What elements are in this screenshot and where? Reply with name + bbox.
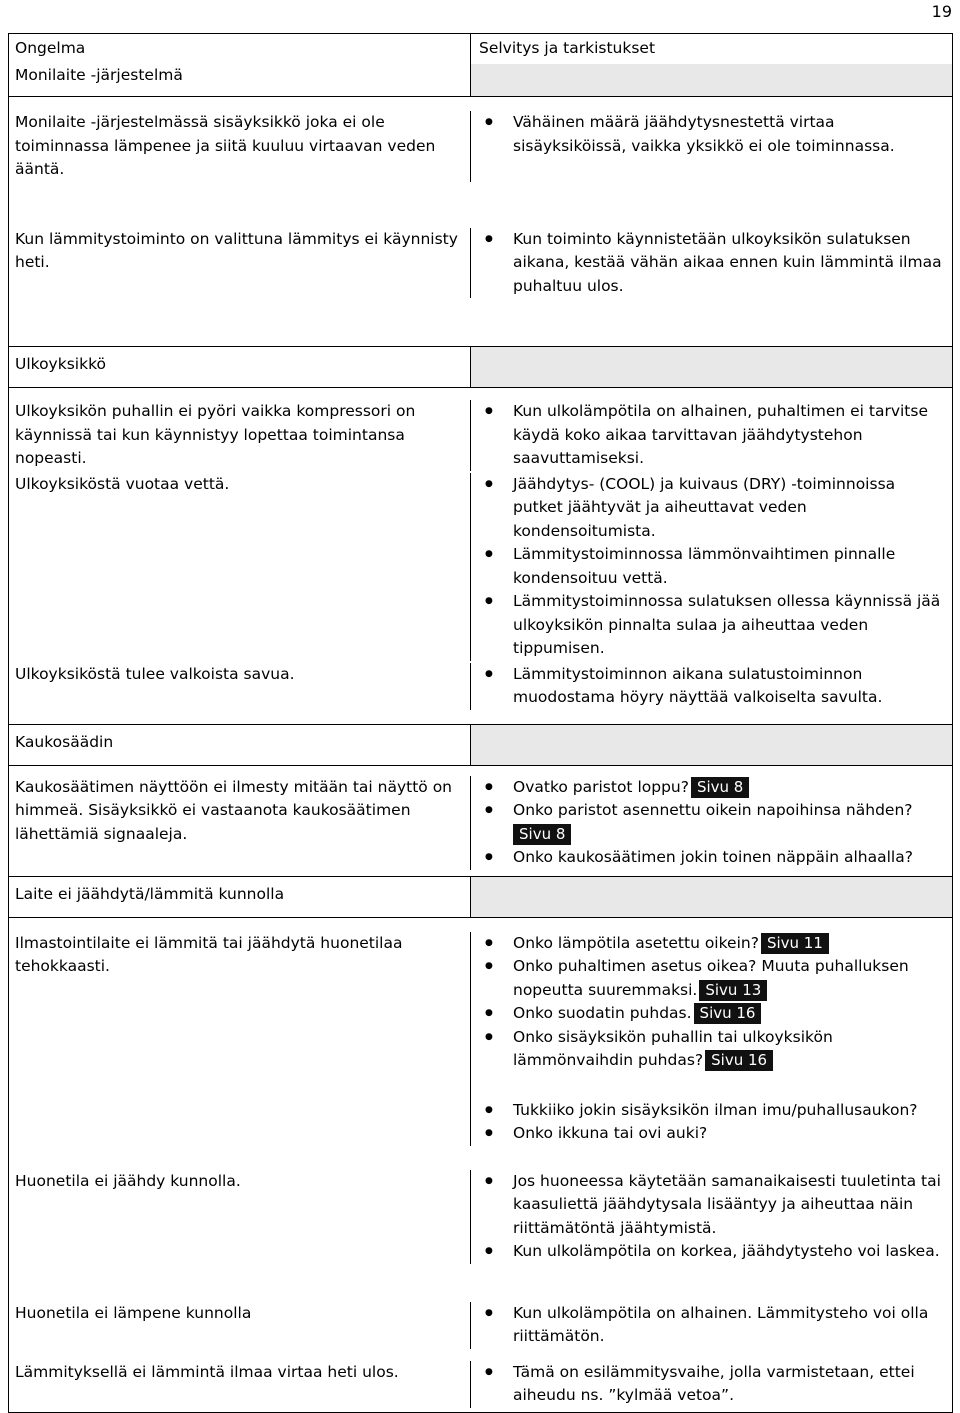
check-item: ● Onko ikkuna tai ovi auki? <box>485 1122 944 1146</box>
table-row <box>8 1264 953 1349</box>
table-row <box>8 1146 953 1264</box>
header-problem: Ongelma <box>9 34 471 64</box>
troubleshooting-table <box>8 33 953 1413</box>
check-item: ● Onko kaukosäätimen jokin toinen näppäin alhaalla? <box>485 846 944 870</box>
check-item: ● Kun toiminto käynnistetään ulkoyksikön sulatuksen aikana, kestää vähän aikaa ennen kuin lämmintä ilmaa puhaltuu ulos. <box>485 228 944 299</box>
table-row <box>8 471 953 661</box>
header-checks: Selvitys ja tarkistukset <box>479 39 656 57</box>
problem-text: Huonetila ei lämpene kunnolla <box>9 1302 471 1349</box>
check-item: ● Lämmitystoiminnossa sulatuksen ollessa käynnissä jää ulkoyksikön pinnalta sulaa ja aiheuttaa veden tippumisen. <box>485 590 944 661</box>
table-row <box>8 97 953 182</box>
table-header <box>8 33 953 64</box>
problem-text: Ulkoyksiköstä vuotaa vettä. <box>9 473 471 661</box>
check-item: ● Lämmitystoiminnon aikana sulatustoiminnon muodostama höyry näyttää valkoiselta savulta. <box>485 663 944 710</box>
section-title-row <box>8 346 953 388</box>
page-reference-badge: Sivu 13 <box>699 980 767 1001</box>
problem-text: Lämmityksellä ei lämmintä ilmaa virtaa heti ulos. <box>9 1361 471 1408</box>
section-title-blank <box>471 877 952 917</box>
section-title: Kaukosäädin <box>9 725 471 765</box>
section-title-blank <box>471 725 952 765</box>
page-reference-badge: Sivu 11 <box>761 933 829 954</box>
section-title: Laite ei jäähdytä/lämmitä kunnolla <box>9 877 471 917</box>
section-title-blank <box>471 64 952 96</box>
table-row <box>8 182 953 347</box>
check-item: ● Kun ulkolämpötila on alhainen, puhaltimen ei tarvitse käydä koko aikaa tarvittavan jäähdytystehon saavuttamiseksi. <box>485 400 944 471</box>
section-title-row <box>8 64 953 97</box>
check-item: ● Lämmitystoiminnossa lämmönvaihtimen pinnalle kondensoituu vettä. <box>485 543 944 590</box>
check-item: ● Jäähdytys- (COOL) ja kuivaus (DRY) -toiminnoissa putket jäähtyvät ja aiheuttavat veden kondensoitumista. <box>485 473 944 544</box>
table-row <box>8 918 953 1146</box>
check-item: ● Jos huoneessa käytetään samanaikaisesti tuuletinta tai kaasuliettä jäähdytysala lisääntyy ja aiheuttaa näin riittämätöntä jäähtymistä. <box>485 1170 944 1241</box>
check-item: ● Onko suodatin puhdas. Sivu 16 <box>485 1002 944 1026</box>
problem-text: Ilmastointilaite ei lämmitä tai jäähdytä huonetilaa tehokkaasti. <box>9 932 471 1146</box>
check-item: ● Kun ulkolämpötila on korkea, jäähdytysteho voi laskea. <box>485 1240 944 1264</box>
problem-text: Monilaite -järjestelmässä sisäyksikkö joka ei ole toiminnassa lämpenee ja siitä kuuluu virtaavan veden ääntä. <box>9 111 471 182</box>
check-item: ● Onko paristot asennettu oikein napoihinsa nähden? Sivu 8 <box>485 799 944 846</box>
page-reference-badge: Sivu 16 <box>705 1050 773 1071</box>
check-item: ● Ovatko paristot loppu? Sivu 8 <box>485 776 944 800</box>
section-title-blank <box>471 347 952 387</box>
page-reference-badge: Sivu 16 <box>694 1003 762 1024</box>
page-reference-badge: Sivu 8 <box>513 824 571 845</box>
page-reference-badge: Sivu 8 <box>691 777 749 798</box>
table-row <box>8 388 953 471</box>
section-title: Monilaite -järjestelmä <box>9 64 471 96</box>
table-row <box>8 766 953 876</box>
check-item: ● Onko puhaltimen asetus oikea? Muuta puhalluksen nopeutta suuremmaksi. Sivu 13 <box>485 955 944 1002</box>
table-row <box>8 1349 953 1413</box>
check-item: ● Tukkiiko jokin sisäyksikön ilman imu/puhallusaukon? <box>485 1099 944 1123</box>
check-item: ● Onko sisäyksikön puhallin tai ulkoyksikön lämmönvaihdin puhdas? Sivu 16 <box>485 1026 944 1073</box>
problem-text: Kun lämmitystoiminto on valittuna lämmitys ei käynnisty heti. <box>9 228 471 299</box>
check-item: ● Tämä on esilämmitysvaihe, jolla varmistetaan, ettei aiheudu ns. ”kylmää vetoa”. <box>485 1361 944 1408</box>
check-item: ● Kun ulkolämpötila on alhainen. Lämmitysteho voi olla riittämätön. <box>485 1302 944 1349</box>
check-item: ● Vähäinen määrä jäähdytysnestettä virtaa sisäyksiköissä, vaikka yksikkö ei ole toiminnassa. <box>485 111 944 158</box>
page-number: 19 <box>931 2 952 21</box>
table-row <box>8 661 953 724</box>
section-title-row <box>8 724 953 766</box>
section-title-row <box>8 876 953 918</box>
problem-text: Ulkoyksiköstä tulee valkoista savua. <box>9 663 471 710</box>
section-title: Ulkoyksikkö <box>9 347 471 387</box>
problem-text: Kaukosäätimen näyttöön ei ilmesty mitään tai näyttö on himmeä. Sisäyksikkö ei vastaanota kaukosäätimen lähettämiä signaaleja. <box>9 776 471 870</box>
problem-text: Huonetila ei jäähdy kunnolla. <box>9 1170 471 1264</box>
problem-text: Ulkoyksikön puhallin ei pyöri vaikka kompressori on käynnissä tai kun käynnistyy lopettaa toimintansa nopeasti. <box>9 400 471 471</box>
check-item: ● Onko lämpötila asetettu oikein? Sivu 11 <box>485 932 944 956</box>
